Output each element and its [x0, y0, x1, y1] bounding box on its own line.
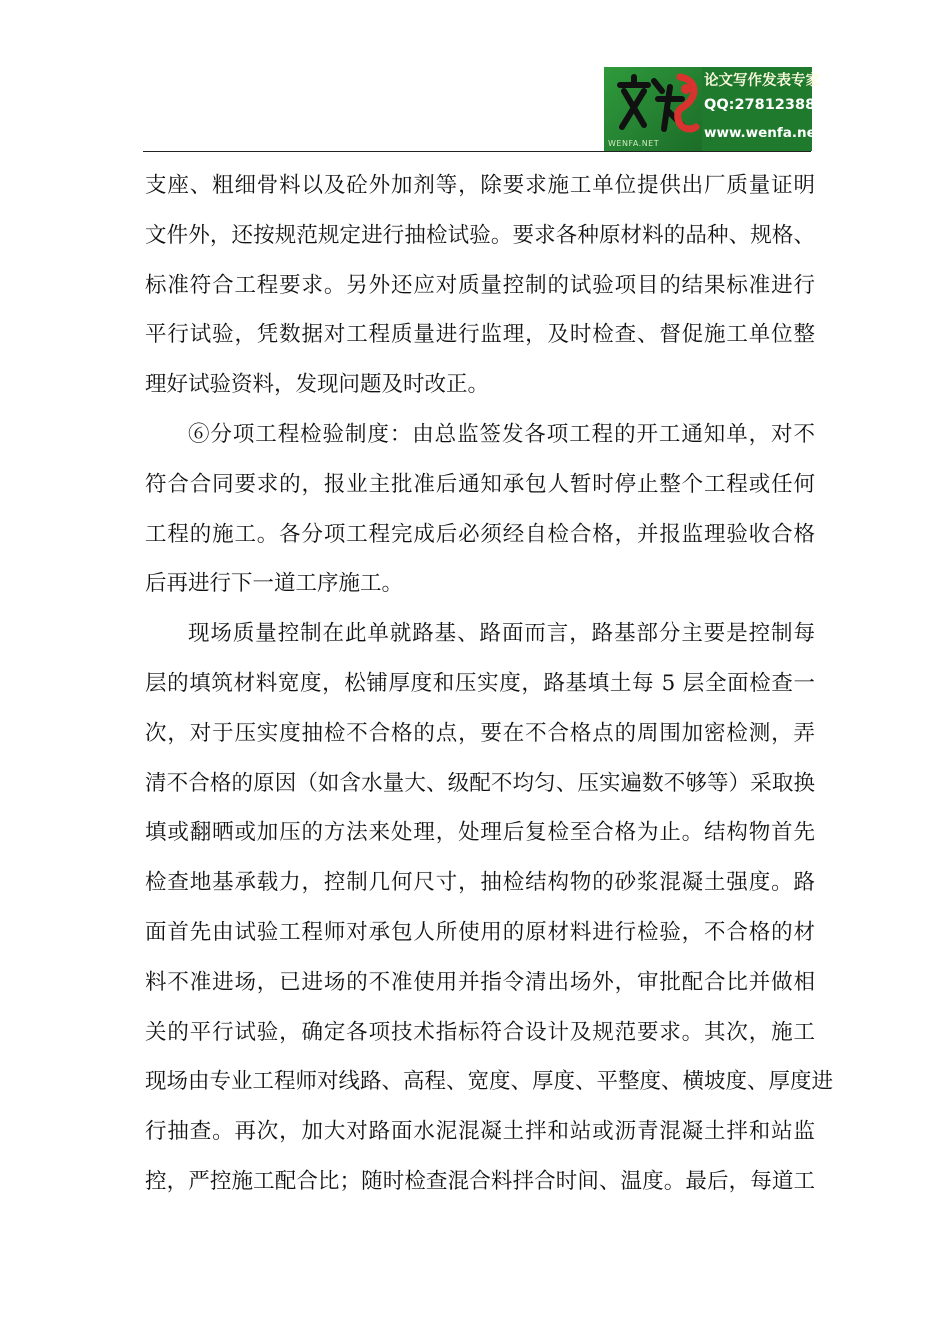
- text-line: 次，对于压实度抽检不合格的点，要在不合格点的周围加密检测，弄: [145, 720, 815, 746]
- text-line: 填或翻晒或加压的方法来处理，处理后复检至合格为止。结构物首先: [145, 820, 815, 846]
- text-line: 面首先由试验工程师对承包人所使用的原材料进行检验，不合格的材: [145, 919, 815, 945]
- text-line: 工程的施工。各分项工程完成后必须经自检合格，并报监理验收合格: [145, 521, 815, 547]
- text-line: 标准符合工程要求。另外还应对质量控制的试验项目的结果标准进行: [145, 272, 815, 298]
- text-line: 理好试验资料，发现问题及时改正。: [145, 372, 490, 398]
- text-line: 层的填筑材料宽度，松铺厚度和压实度，路基填土每 5 层全面检查一: [145, 670, 815, 696]
- logo-qq: QQ:278123888: [704, 97, 826, 113]
- text-line: 平行试验，凭数据对工程质量进行监理，及时检查、督促施工单位整: [145, 322, 815, 348]
- text-line: 控，严控施工配合比；随时检查混合料拌合时间、温度。最后，每道工: [145, 1168, 815, 1194]
- text-line: 料不准进场，已进场的不准使用并指令清出场外，审批配合比并做相: [145, 969, 815, 995]
- text-line: 后再进行下一道工序施工。: [145, 571, 404, 597]
- text-line: 行抽查。再次，加大对路面水泥混凝土拌和站或沥青混凝土拌和站监: [145, 1119, 815, 1145]
- logo-mark-text: WENFA.NET: [608, 139, 660, 148]
- wenfa-logo: [604, 67, 826, 151]
- paragraph-2: [145, 410, 815, 609]
- text-line: 清不合格的原因（如含水量大、级配不均匀、压实遍数不够等）采取换: [145, 770, 815, 796]
- text-line: ⑥分项工程检验制度：由总监签发各项工程的开工通知单，对不: [188, 421, 815, 447]
- text-line: 检查地基承载力，控制几何尺寸，抽检结构物的砂浆混凝土强度。路: [145, 870, 815, 896]
- text-line: 关的平行试验，确定各项技术指标符合设计及规范要求。其次，施工: [145, 1019, 815, 1045]
- paragraph-1: [145, 161, 815, 410]
- text-line: 支座、粗细骨料以及砼外加剂等，除要求施工单位提供出厂质量证明: [145, 173, 815, 198]
- logo-mark-panel: [604, 67, 702, 151]
- text-line: 符合合同要求的，报业主批准后通知承包人暂时停止整个工程或任何: [145, 471, 815, 497]
- text-line: 现场质量控制在此单就路基、路面而言，路基部分主要是控制每: [188, 621, 815, 647]
- paragraph-3: [145, 609, 834, 1207]
- text-line: 现场由专业工程师对线路、高程、宽度、厚度、平整度、横坡度、厚度进: [145, 1069, 834, 1095]
- text-line: 文件外，还按规范规定进行抽检试验。要求各种原材料的品种、规格、: [145, 222, 815, 248]
- document-body: [145, 161, 834, 1207]
- logo-slogan: 论文写作发表专家: [704, 73, 820, 89]
- logo-site-link[interactable]: www.wenfa.net: [704, 125, 823, 141]
- logo-text-block: [704, 67, 826, 151]
- header-rule: [143, 151, 811, 152]
- wenfa-mark-icon: [610, 71, 700, 135]
